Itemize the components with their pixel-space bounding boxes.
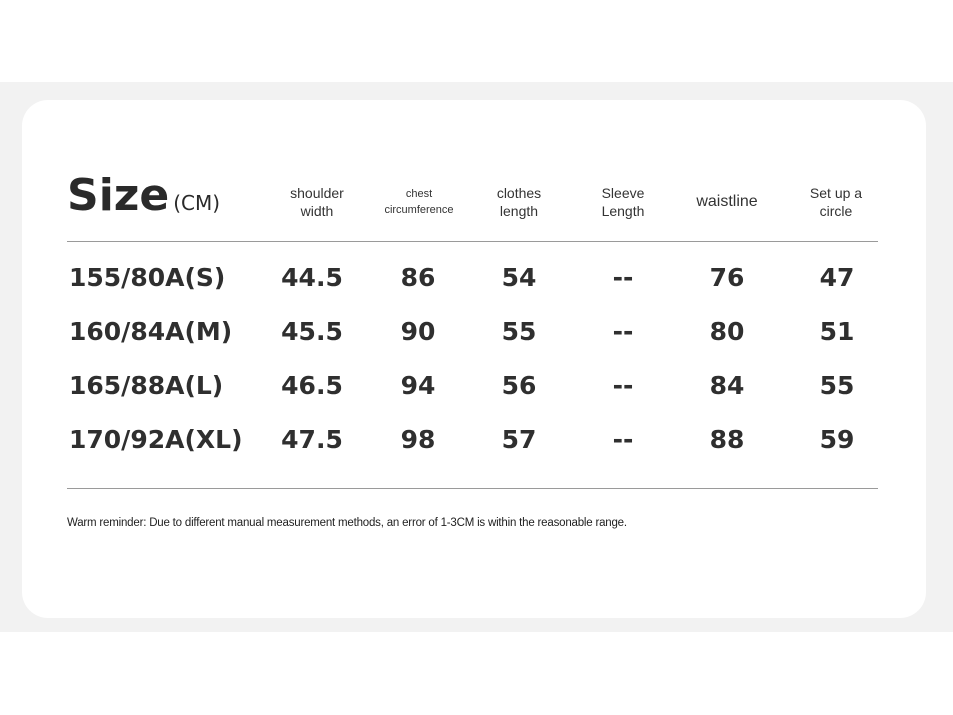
header-setup-label: Set up a circle <box>809 185 863 219</box>
table-row <box>22 366 926 406</box>
clothes-cell: 56 <box>501 371 537 400</box>
waist-cell: 84 <box>709 371 745 400</box>
sleeve-cell: -- <box>612 425 634 454</box>
header-shoulder-width <box>277 180 357 224</box>
divider-top <box>67 241 878 242</box>
shoulder-cell: 46.5 <box>281 371 343 400</box>
size-cell: 155/80A(S) <box>69 263 226 292</box>
clothes-cell: 54 <box>501 263 537 292</box>
header-chest-circumference <box>379 180 459 224</box>
clothes-cell: 55 <box>501 317 537 346</box>
chest-cell: 86 <box>400 263 436 292</box>
header-shoulder-label: shoulder width <box>290 185 344 219</box>
table-row <box>22 420 926 460</box>
header-sleeve-label: Sleeve Length <box>601 185 645 219</box>
title-unit: (CM) <box>173 191 221 215</box>
waist-cell: 88 <box>709 425 745 454</box>
setup-cell: 55 <box>819 371 855 400</box>
header-chest-label: chest circumference <box>384 188 454 216</box>
table-row <box>22 258 926 298</box>
header-clothes-label: clothes length <box>496 185 542 219</box>
size-cell: 160/84A(M) <box>69 317 233 346</box>
setup-cell: 47 <box>819 263 855 292</box>
clothes-cell: 57 <box>501 425 537 454</box>
title-main: Size <box>67 170 170 221</box>
chest-cell: 90 <box>400 317 436 346</box>
header-set-up-circle <box>800 180 872 224</box>
header-clothes-length <box>484 180 554 224</box>
sleeve-cell: -- <box>612 317 634 346</box>
header-waist-label: waistline <box>696 193 758 210</box>
warm-reminder-note: Warm reminder: Due to different manual measurement methods, an error of 1-3CM is within the reasonable range. <box>67 517 627 529</box>
chart-title <box>67 170 220 221</box>
chest-cell: 98 <box>400 425 436 454</box>
size-cell: 170/92A(XL) <box>69 425 243 454</box>
sleeve-cell: -- <box>612 371 634 400</box>
sleeve-cell: -- <box>612 263 634 292</box>
header-waistline <box>687 180 767 224</box>
divider-bottom <box>67 488 878 489</box>
waist-cell: 76 <box>709 263 745 292</box>
shoulder-cell: 47.5 <box>281 425 343 454</box>
chest-cell: 94 <box>400 371 436 400</box>
waist-cell: 80 <box>709 317 745 346</box>
shoulder-cell: 45.5 <box>281 317 343 346</box>
table-row <box>22 312 926 352</box>
header-sleeve-length <box>588 180 658 224</box>
setup-cell: 51 <box>819 317 855 346</box>
setup-cell: 59 <box>819 425 855 454</box>
size-cell: 165/88A(L) <box>69 371 224 400</box>
size-chart-card <box>22 100 926 618</box>
shoulder-cell: 44.5 <box>281 263 343 292</box>
